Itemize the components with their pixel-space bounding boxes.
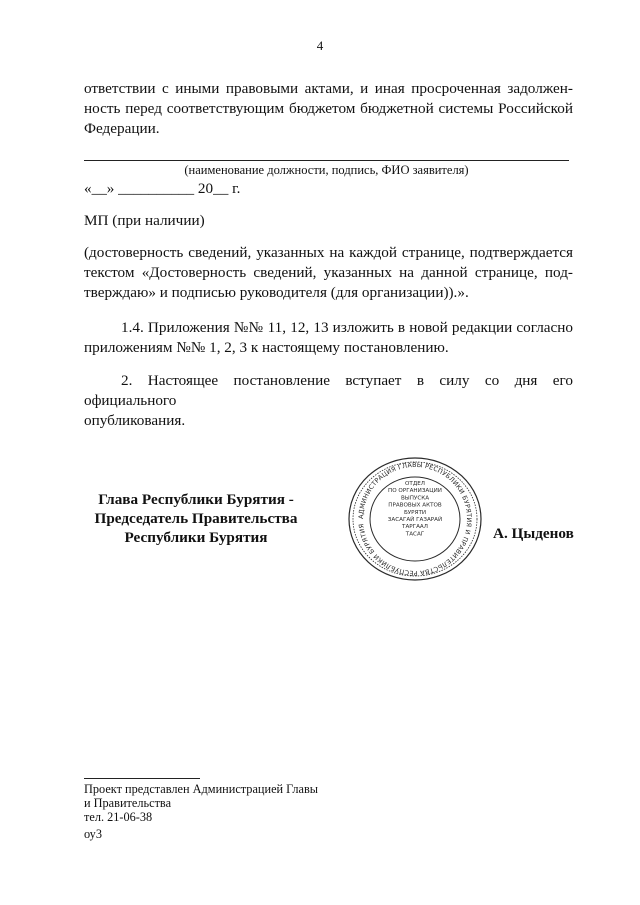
intro-line: ность перед соответствующим бюджетом бюджетной системы Российской [84,100,573,117]
seal-inner-line: ПО ОРГАНИЗАЦИИ [388,488,442,495]
document-code: оу3 [84,827,102,841]
footnote-line: Проект представлен Администрацией Главы [84,782,319,796]
intro-line: Федерации. [84,120,160,137]
clause-1-4 [84,318,573,358]
clause-line: 1.4. Приложения №№ 11, 12, 13 изложить в новой редакции согласно [121,319,573,336]
certification-line: (достоверность сведений, указанных на каждой странице, подтверждается [84,244,573,261]
certification-line: текстом «Достоверность сведений, указанных на данной странице, под- [84,264,573,281]
seal-inner-line: ТАРГААЛ [402,524,428,531]
clause-line: приложениям №№ 1, 2, 3 к настоящему постановлению. [84,339,449,356]
seal-inner-line: ТАСАГ [405,531,425,538]
signatory-title [84,490,308,547]
date-line: «__» __________ 20__ г. [84,180,241,197]
seal-inner-line: ПРАВОВЫХ АКТОВ [388,502,442,509]
seal-inner-line: ОТДЕЛ [405,481,425,487]
seal-outer-text: АДМИНИСТРАЦИЯ ГЛАВЫ РЕСПУБЛИКИ БУРЯТИЯ И ПРАВИТЕЛЬСТВА РЕСПУБЛИКИ БУРЯТИЯ [356,460,474,578]
certification-line: тверждаю» и подписью руководителя (для организации)).». [84,284,469,301]
clause-line: опубликования. [84,412,186,429]
signature-caption: (наименование должности, подпись, ФИО заявителя) [184,163,469,177]
seal-inner-line: ЗАСАГАЙ ГАЗАРАЙ [387,517,443,523]
clause-2 [84,371,573,431]
official-seal [346,455,484,583]
footnote-rule [84,778,200,779]
page-number: 4 [316,38,324,53]
stamp-place-text: МП (при наличии) [84,212,205,229]
signatory-name: А. Цыденов [493,525,574,542]
intro-line: ответствии с иными правовыми актами, и иная просроченная задолжен- [84,80,573,97]
intro-paragraph [84,79,573,139]
footnote-line: и Правительства [84,796,172,810]
seal-inner-line: ВЫПУСКА [400,495,430,502]
signature-line [84,160,569,161]
footnote [84,782,318,824]
signatory-title-line: Глава Республики Бурятия - [98,491,294,508]
signatory-title-line: Председатель Правительства [94,510,298,527]
signatory-title-line: Республики Бурятия [124,529,268,546]
clause-line: 2. Настоящее постановление вступает в силу со дня его официального [84,372,573,409]
seal-inner-line: БУРЯТИ [403,509,427,516]
footnote-line: тел. 21-06-38 [84,810,153,824]
certification-paragraph [84,243,573,303]
